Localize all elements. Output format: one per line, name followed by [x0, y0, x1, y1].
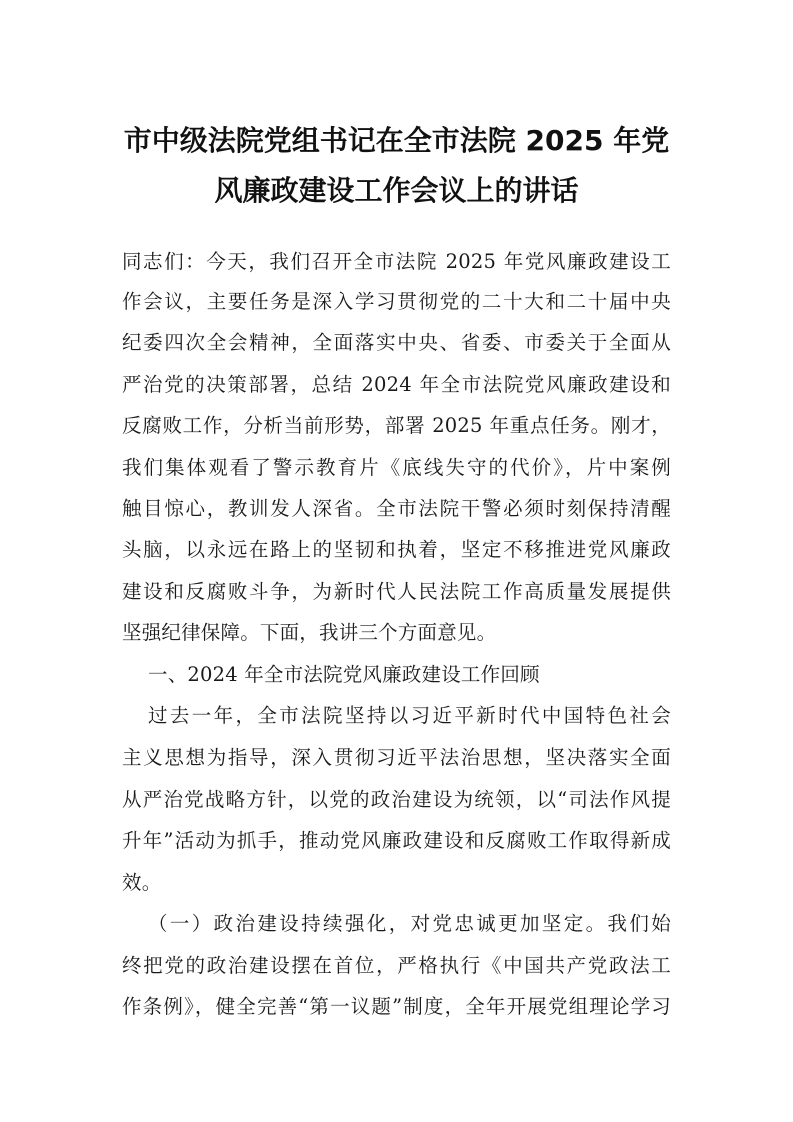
body-line: 我们集体观看了警示教育片《底线失守的代价》，片中案例	[122, 456, 671, 479]
body-line: 作条例》，健全完善“第一议题”制度，全年开展党组理论学习	[122, 995, 671, 1018]
body-line: 建设和反腐败斗争，为新时代人民法院工作高质量发展提供	[122, 580, 671, 603]
body-line: 反腐败工作，分析当前形势，部署 2025 年重点任务。刚才，	[122, 414, 671, 437]
body-line: 坚强纪律保障。下面，我讲三个方面意见。	[122, 621, 497, 644]
body-line: 升年”活动为抓手，推动党风廉政建设和反腐败工作取得新成	[122, 829, 671, 852]
document-title-line-1: 市中级法院党组书记在全市法院 2025 年党	[123, 124, 670, 157]
body-line: 从严治党战略方针，以党的政治建设为统领，以“司法作风提	[122, 788, 671, 811]
section-heading: 一、2024 年全市法院党风廉政建设工作回顾	[148, 663, 540, 686]
body-line: 严治党的决策部署，总结 2024 年全市法院党风廉政建设和	[122, 373, 671, 396]
body-line: 作会议，主要任务是深入学习贯彻党的二十大和二十届中央	[122, 290, 671, 313]
body-line: 同志们：今天，我们召开全市法院 2025 年党风廉政建设工	[122, 250, 671, 273]
body-line: 过去一年，全市法院坚持以习近平新时代中国特色社会	[148, 704, 671, 727]
body-line: 效。	[122, 871, 162, 894]
body-line: 头脑，以永远在路上的坚韧和执着，坚定不移推进党风廉政	[122, 538, 671, 561]
document-title-line-2: 风廉政建设工作会议上的讲话	[214, 174, 579, 207]
body-line: 触目惊心，教训发人深省。全市法院干警必须时刻保持清醒	[122, 497, 671, 520]
subsection-heading: （一）政治建设持续强化，对党忠诚更加坚定。我们始	[148, 912, 671, 935]
body-line: 主义思想为指导，深入贯彻习近平法治思想，坚决落实全面	[122, 746, 671, 769]
body-line: 终把党的政治建设摆在首位，严格执行《中国共产党政法工	[122, 954, 671, 977]
body-line: 纪委四次全会精神，全面落实中央、省委、市委关于全面从	[122, 331, 671, 354]
